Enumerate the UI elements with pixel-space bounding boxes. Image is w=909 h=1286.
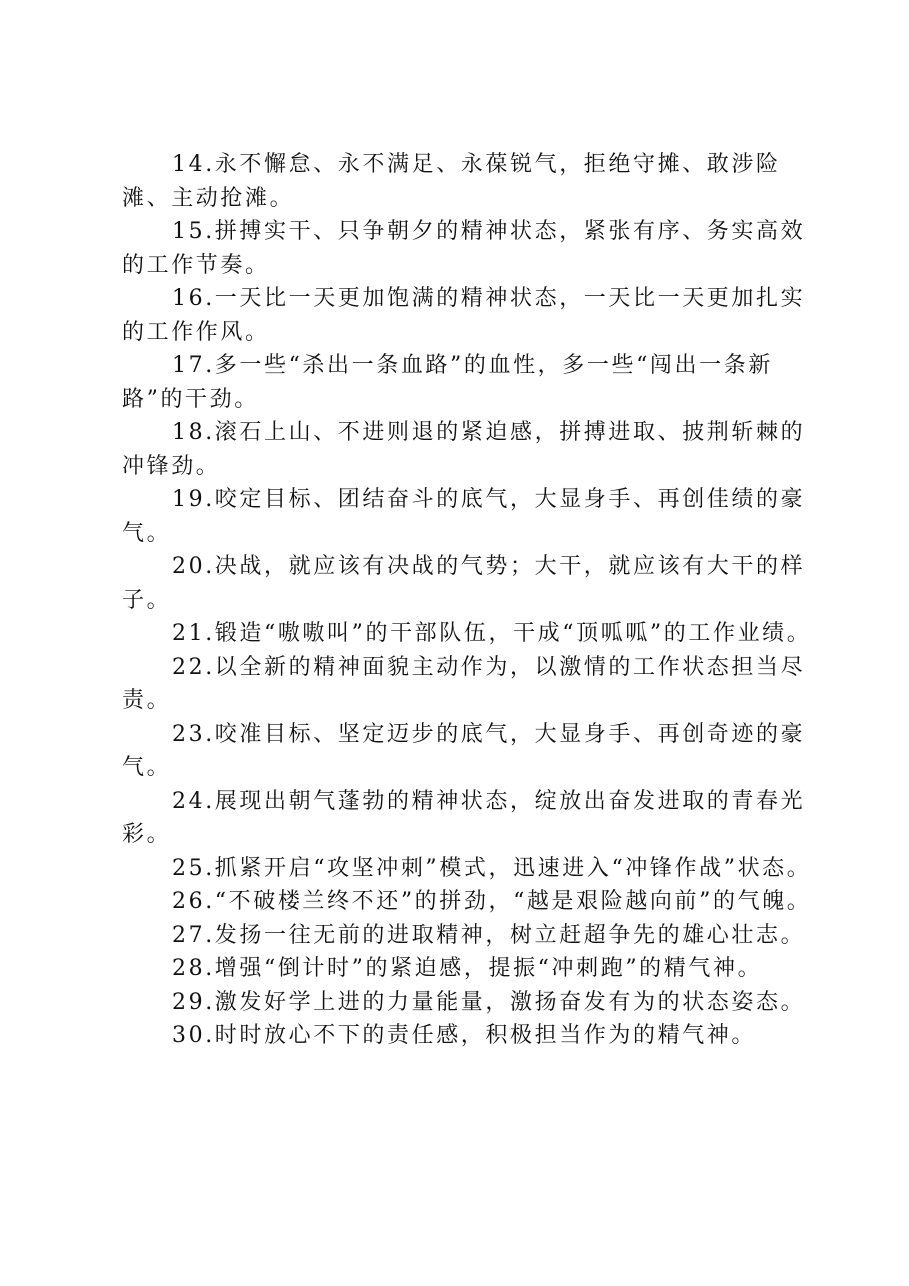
list-item: 28.增强“倒计时”的紧迫感，提振“冲刺跑”的精气神。 xyxy=(172,956,763,981)
list-item: 25.抓紧开启“攻坚冲刺”模式，迅速进入“冲锋作战”状态。 xyxy=(172,855,812,881)
list-item: 16.一天比一天更加饱满的精神状态，一天比一天更加扎实的工作作风。 xyxy=(122,286,806,345)
list-item: 23.咬准目标、坚定迈步的底气，大显身手、再创奇迹的豪气。 xyxy=(122,721,806,780)
list-item: 22.以全新的精神面貌主动作为，以激情的工作状态担当尽责。 xyxy=(122,654,806,713)
list-item: 17.多一些“杀出一条血路”的血性，多一些“闯出一条新路”的干劲。 xyxy=(122,353,773,412)
list-item: 24.展现出朝气蓬勃的精神状态，绽放出奋发进取的青春光彩。 xyxy=(122,788,806,847)
list-item: 26.“不破楼兰终不还”的拼劲，“越是艰险越向前”的气魄。 xyxy=(172,889,812,914)
list-item: 19.咬定目标、团结奋斗的底气，大显身手、再创佳绩的豪气。 xyxy=(122,487,806,546)
list-item: 29.激发好学上进的力量能量，激扬奋发有为的状态姿态。 xyxy=(172,989,806,1015)
list-item: 30.时时放心不下的责任感，积极担当作为的精气神。 xyxy=(172,1023,756,1048)
list-item: 27.发扬一往无前的进取精神，树立赶超争先的雄心壮志。 xyxy=(172,922,806,948)
list-item: 20.决战，就应该有决战的气势；大干，就应该有大干的样子。 xyxy=(122,554,806,613)
list-item: 21.锻造“嗷嗷叫”的干部队伍，干成“顶呱呱”的工作业绩。 xyxy=(172,621,812,646)
list-item: 18.滚石上山、不进则退的紧迫感，拼搏进取、披荆斩棘的冲锋劲。 xyxy=(122,420,806,479)
document-body xyxy=(122,148,812,1053)
list-item: 15.拼搏实干、只争朝夕的精神状态，紧张有序、务实高效的工作节奏。 xyxy=(122,219,806,278)
list-item: 14.永不懈怠、永不满足、永葆锐气，拒绝守摊、敢涉险滩、主动抢滩。 xyxy=(122,152,781,211)
